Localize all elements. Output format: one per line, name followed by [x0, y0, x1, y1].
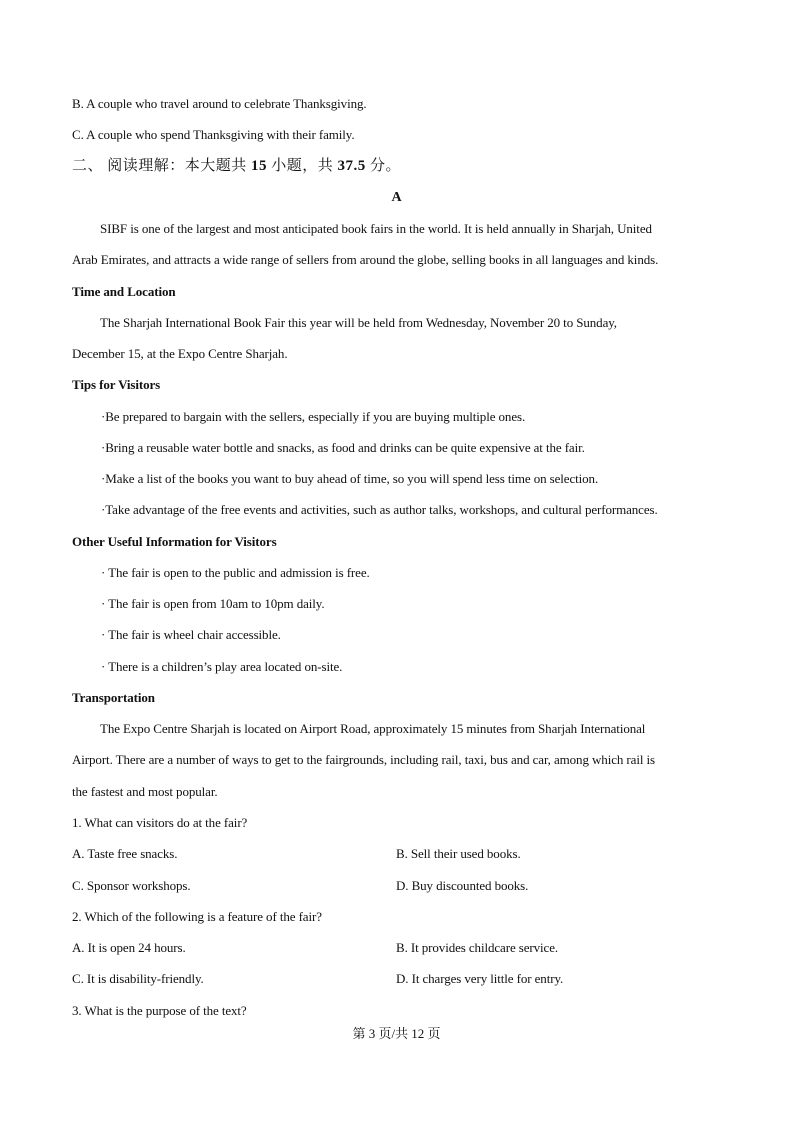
question-1-option-b: B. Sell their used books.	[396, 846, 521, 861]
question-2-option-c: C. It is disability-friendly.	[72, 971, 204, 986]
info-heading: Other Useful Information for Visitors	[72, 534, 277, 549]
tip-item: ·Bring a reusable water bottle and snacks, as food and drinks can be quite expensive at the fair.	[101, 440, 585, 455]
tip-item: ·Be prepared to bargain with the sellers, especially if you are buying multiple ones.	[101, 409, 526, 424]
previous-option-b: B. A couple who travel around to celebrate Thanksgiving.	[72, 96, 367, 111]
question-1-option-c: C. Sponsor workshops.	[72, 878, 191, 893]
tip-item: ·Make a list of the books you want to buy ahead of time, so you will spend less time on selection.	[101, 471, 599, 486]
tips-heading: Tips for Visitors	[72, 377, 161, 392]
question-1-option-d: D. Buy discounted books.	[396, 878, 529, 893]
time-location-line-1: The Sharjah International Book Fair this year will be held from Wednesday, November 20 to Sunday,	[100, 315, 617, 330]
passage-intro-line-2: Arab Emirates, and attracts a wide range of sellers from around the globe, selling books in all languages and kinds.	[72, 252, 659, 267]
section-score: 37.5	[337, 158, 366, 174]
section-title-mid: 小题，共	[267, 158, 338, 174]
time-location-heading: Time and Location	[72, 284, 176, 299]
section-title-suffix: 分。	[365, 158, 402, 174]
question-3-stem: 3. What is the purpose of the text?	[72, 1003, 247, 1018]
question-1-stem: 1. What can visitors do at the fair?	[72, 815, 248, 830]
transportation-line-1: The Expo Centre Sharjah is located on Airport Road, approximately 15 minutes from Sharjah International	[100, 721, 646, 736]
question-2-option-d: D. It charges very little for entry.	[396, 971, 564, 986]
previous-option-c: C. A couple who spend Thanksgiving with their family.	[72, 127, 355, 142]
info-item: · The fair is open from 10am to 10pm daily.	[101, 596, 325, 611]
question-1-option-a: A. Taste free snacks.	[72, 846, 178, 861]
transportation-line-2: Airport. There are a number of ways to get to the fairgrounds, including rail, taxi, bus and car, among which rail is	[72, 752, 655, 767]
info-item: · There is a children’s play area located on-site.	[101, 659, 343, 674]
section-title-prefix: 二、 阅读理解：本大题共	[72, 158, 252, 174]
info-item: · The fair is wheel chair accessible.	[101, 627, 281, 642]
page-number-footer: 第 3 页/共 12 页	[352, 1026, 441, 1041]
transportation-heading: Transportation	[72, 690, 155, 705]
tip-item: ·Take advantage of the free events and activities, such as author talks, workshops, and cultural performances.	[101, 502, 658, 517]
time-location-line-2: December 15, at the Expo Centre Sharjah.	[72, 346, 288, 361]
transportation-line-3: the fastest and most popular.	[72, 784, 218, 799]
passage-intro-line-1: SIBF is one of the largest and most anticipated book fairs in the world. It is held annually in Sharjah, United	[100, 221, 652, 236]
question-2-option-b: B. It provides childcare service.	[396, 940, 559, 955]
section-title	[72, 158, 401, 174]
section-question-count: 15	[251, 158, 268, 174]
question-2-option-a: A. It is open 24 hours.	[72, 940, 186, 955]
question-2-stem: 2. Which of the following is a feature of the fair?	[72, 909, 322, 924]
passage-letter: A	[391, 190, 402, 205]
info-item: · The fair is open to the public and admission is free.	[101, 565, 370, 580]
